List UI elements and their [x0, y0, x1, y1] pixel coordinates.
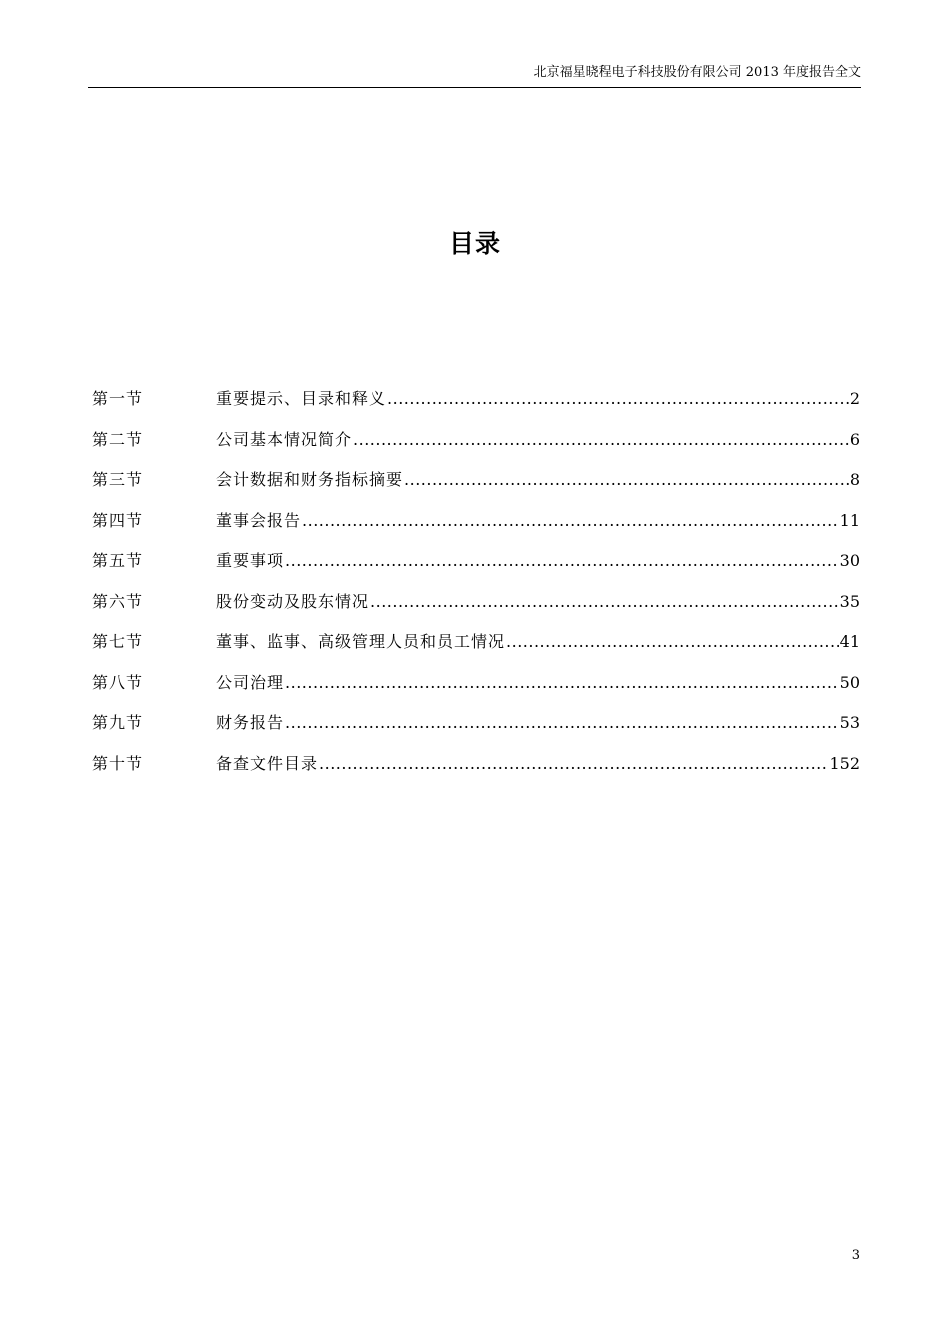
toc-dot-leader: [285, 670, 839, 696]
page-number: 3: [851, 1248, 860, 1263]
toc-page-number[interactable]: 2: [849, 389, 860, 408]
toc-dot-leader: [370, 589, 839, 615]
toc-entry[interactable]: [92, 467, 860, 508]
toc-section-number: 第七节: [92, 632, 144, 651]
toc-section-number: 第三节: [92, 470, 144, 489]
toc-entry[interactable]: [92, 548, 860, 589]
toc-page-number[interactable]: 11: [839, 510, 860, 530]
toc-entry[interactable]: [92, 589, 860, 630]
toc-page-number[interactable]: 152: [829, 753, 860, 773]
table-of-contents: [92, 386, 860, 791]
toc-section-number: 第一节: [92, 389, 144, 408]
toc-page-number[interactable]: 50: [839, 672, 860, 692]
toc-entry[interactable]: [92, 670, 860, 711]
toc-section-title[interactable]: 董事会报告: [216, 510, 302, 530]
toc-entry[interactable]: [92, 508, 860, 549]
toc-dot-leader: [353, 427, 849, 453]
toc-page-number[interactable]: 6: [849, 429, 860, 449]
toc-section-title[interactable]: 备查文件目录: [216, 753, 319, 773]
toc-entry[interactable]: [92, 629, 860, 670]
toc-section-number: 第四节: [92, 510, 144, 530]
toc-section-title[interactable]: 重要事项: [216, 551, 285, 570]
toc-section-number: 第五节: [92, 551, 144, 570]
toc-section-number: 第十节: [92, 753, 144, 773]
toc-section-number: 第六节: [92, 591, 144, 611]
toc-section-title[interactable]: 重要提示、目录和释义: [216, 389, 387, 408]
toc-dot-leader: [285, 548, 839, 574]
toc-section-number: 第九节: [92, 713, 144, 732]
toc-dot-leader: [302, 508, 839, 534]
toc-page-number[interactable]: 41: [839, 632, 860, 651]
toc-dot-leader: [506, 629, 839, 655]
toc-title: 目录: [448, 229, 501, 258]
toc-section-number: 第八节: [92, 672, 144, 692]
toc-dot-leader: [387, 386, 849, 412]
toc-page-number[interactable]: 8: [849, 470, 860, 489]
toc-dot-leader: [285, 710, 839, 736]
toc-page-number[interactable]: 30: [839, 551, 860, 570]
toc-entry[interactable]: [92, 751, 860, 792]
toc-dot-leader: [404, 467, 849, 493]
toc-section-title[interactable]: 股份变动及股东情况: [216, 591, 370, 611]
toc-section-title[interactable]: 财务报告: [216, 713, 285, 732]
running-header: 北京福星晓程电子科技股份有限公司 2013 年度报告全文: [533, 65, 861, 80]
toc-section-number: 第二节: [92, 429, 144, 449]
toc-section-title[interactable]: 董事、监事、高级管理人员和员工情况: [216, 632, 506, 651]
toc-entry[interactable]: [92, 427, 860, 468]
toc-section-title[interactable]: 会计数据和财务指标摘要: [216, 470, 404, 489]
toc-entry[interactable]: [92, 386, 860, 427]
toc-section-title[interactable]: 公司基本情况简介: [216, 429, 353, 449]
toc-page-number[interactable]: 35: [839, 591, 860, 611]
toc-section-title[interactable]: 公司治理: [216, 672, 285, 692]
toc-page-number[interactable]: 53: [839, 713, 860, 732]
header-rule: [88, 87, 861, 88]
toc-entry[interactable]: [92, 710, 860, 751]
toc-dot-leader: [319, 751, 828, 777]
